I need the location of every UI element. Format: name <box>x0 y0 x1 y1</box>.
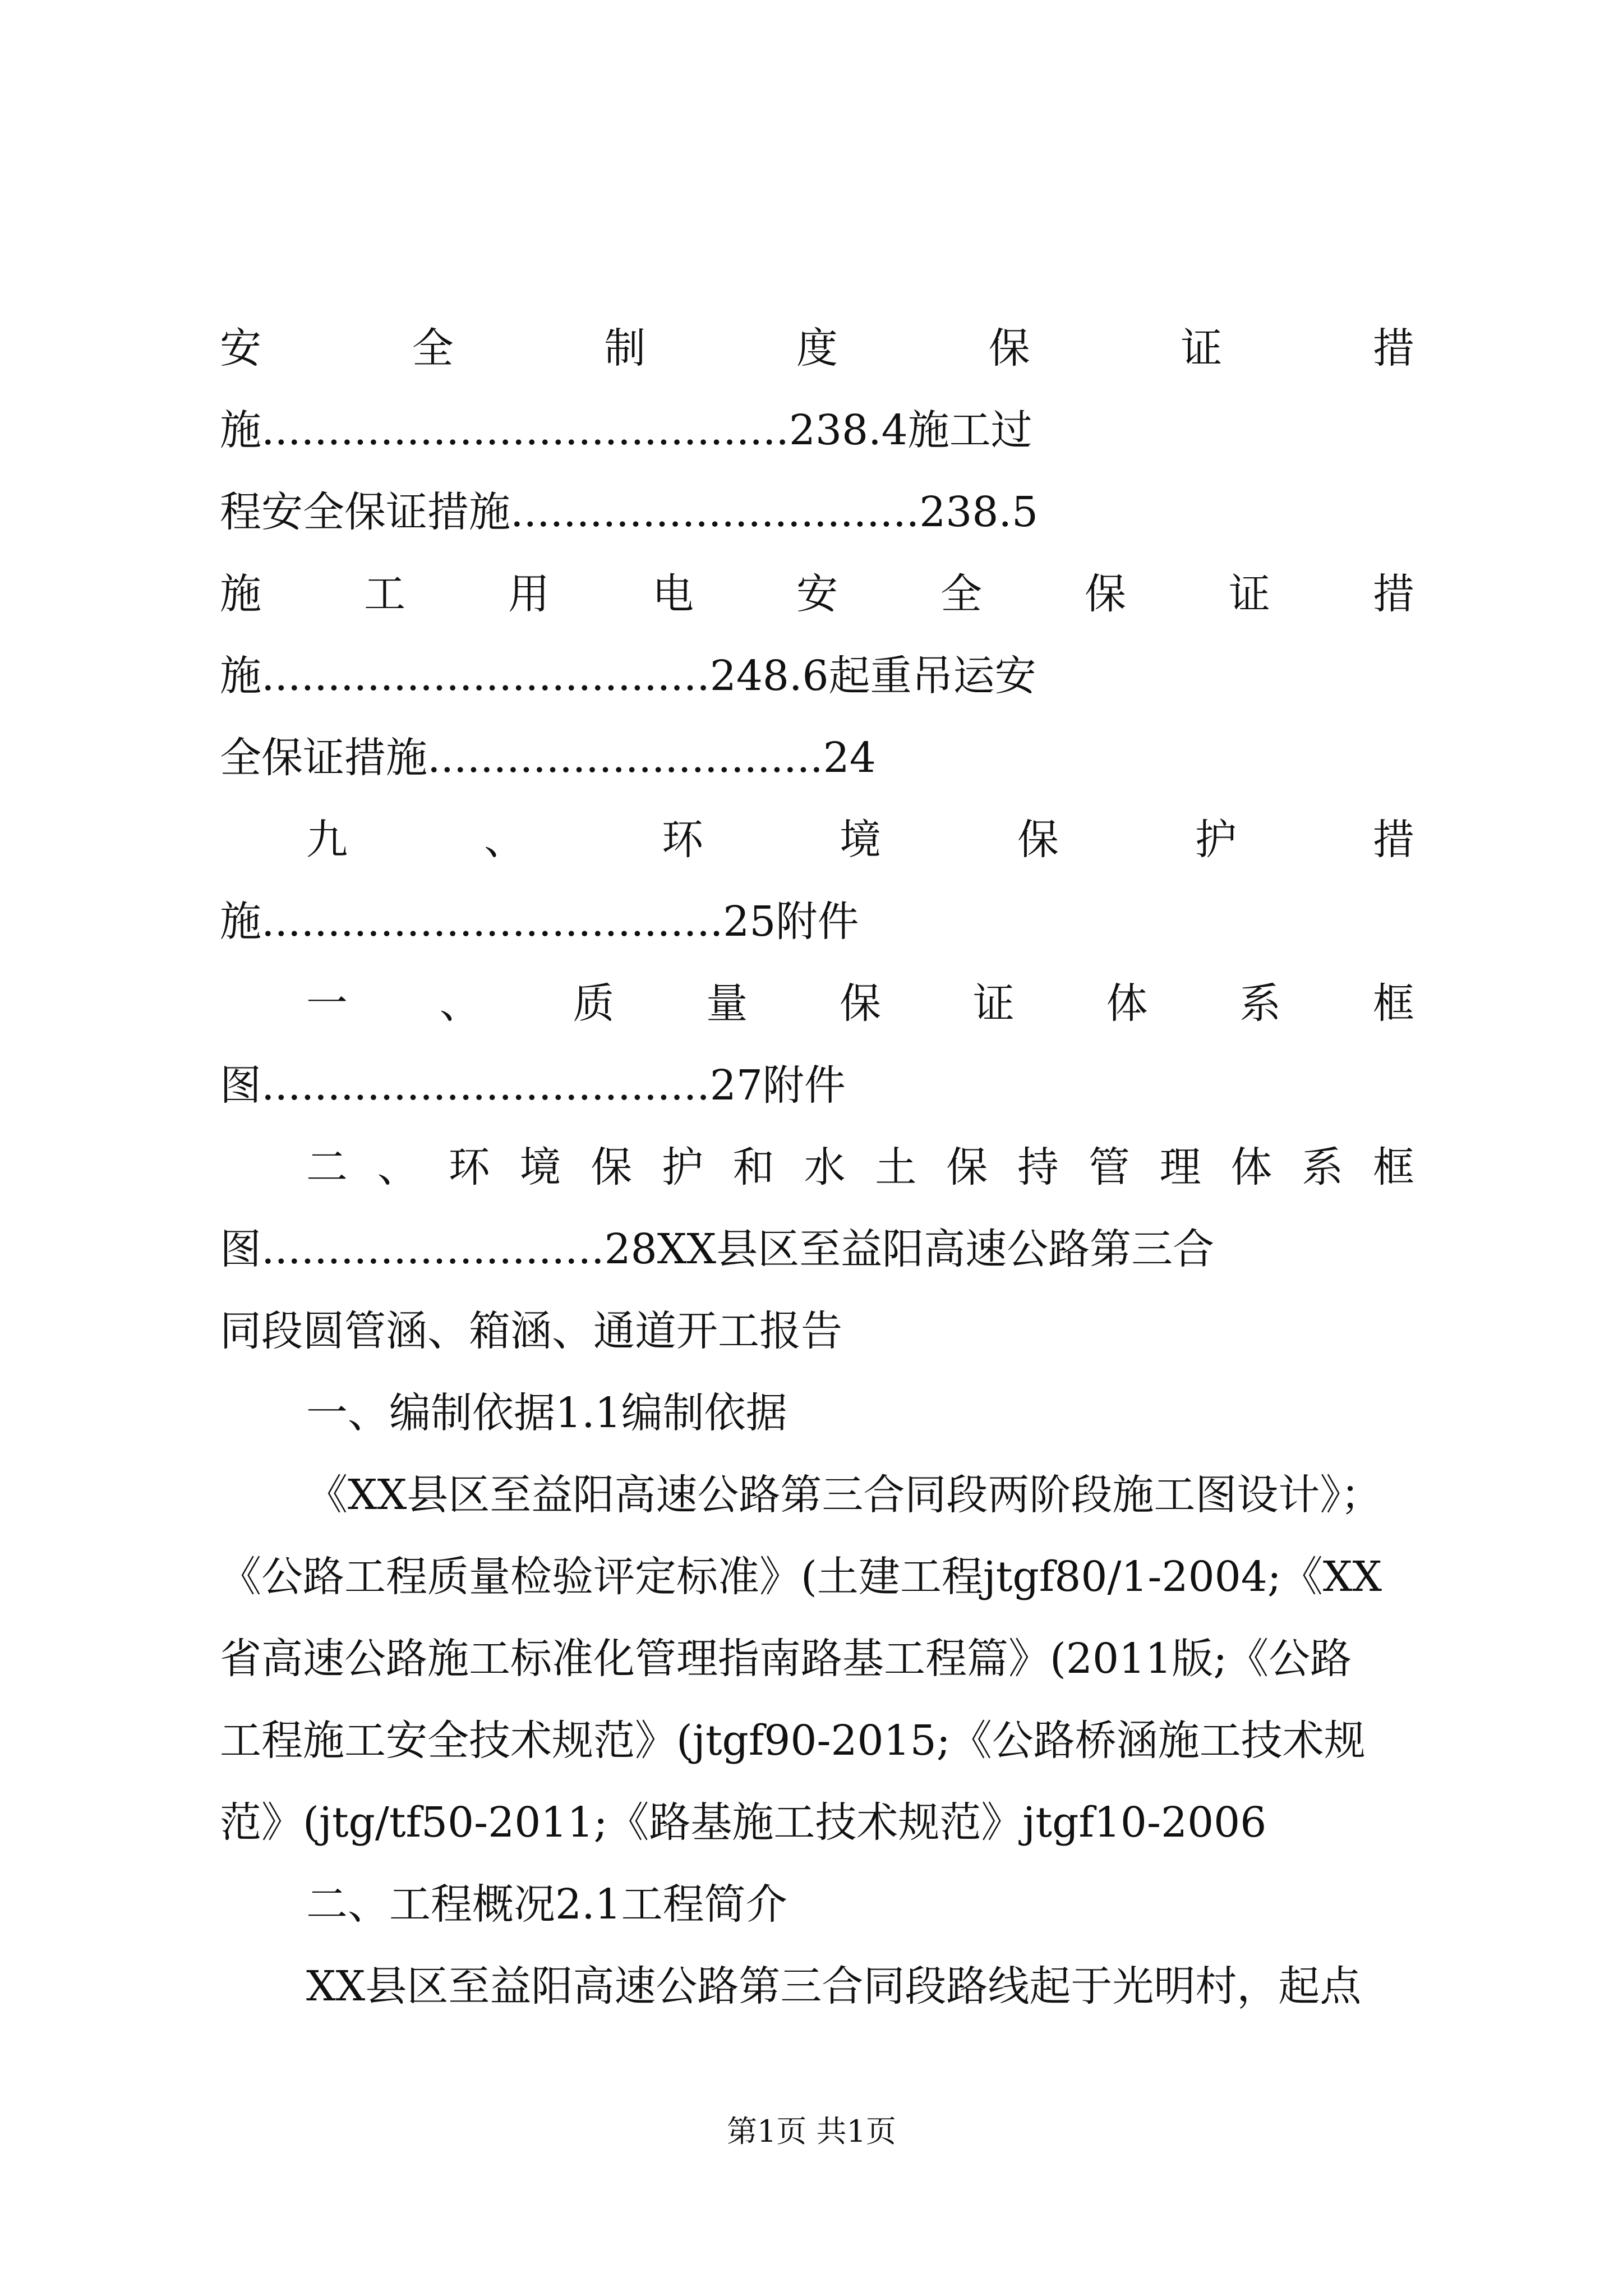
text-line: 同段圆管涵、箱涵、通道开工报告 <box>220 1307 842 1355</box>
text-line: 施..................................248.6起重吊运安 <box>220 652 1036 700</box>
text-line: 图..................................27附件 <box>220 1061 846 1110</box>
text-line: 九 、 环 境 保 护 措 <box>306 816 1414 864</box>
text-line: XX县区至益阳高速公路第三合同段路线起于光明村，起点 <box>306 1962 1362 2010</box>
text-line: 《公路工程质量检验评定标准》(土建工程jtgf80/1-2004;《XX <box>220 1553 1382 1601</box>
document-body <box>220 307 1414 2027</box>
text-line: 安 全 制 度 保 证 措 <box>220 324 1414 372</box>
text-line: 施 工 用 电 安 全 保 证 措 <box>220 570 1414 618</box>
text-line: 范》(jtg/tf50-2011;《路基施工技术规范》jtgf10-2006 <box>220 1798 1267 1847</box>
text-line: 二 、 环 境 保 护 和 水 土 保 持 管 理 体 系 框 <box>306 1143 1414 1191</box>
text-line: 图..........................28XX县区至益阳高速公路第三合 <box>220 1225 1215 1273</box>
text-line: 《XX县区至益阳高速公路第三合同段两阶段施工图设计》； <box>306 1471 1382 1519</box>
text-line: 程安全保证措施...............................238.5 <box>220 488 1039 536</box>
page-footer: 第1页 共1页 <box>727 2114 896 2149</box>
text-line: 工程施工安全技术规范》(jtgf90-2015;《公路桥涵施工技术规 <box>220 1717 1366 1765</box>
text-line: 全保证措施..............................24 <box>220 734 876 782</box>
text-line: 二、工程概况2.1工程简介 <box>306 1880 787 1929</box>
text-line: 一、编制依据1.1编制依据 <box>306 1389 787 1437</box>
text-line: 一 、 质 量 保 证 体 系 框 <box>306 979 1414 1028</box>
text-line: 施...................................25附件 <box>220 898 859 946</box>
text-line: 施........................................238.4施工过 <box>220 406 1032 454</box>
text-line: 省高速公路施工标准化管理指南路基工程篇》(2011版;《公路 <box>220 1635 1352 1683</box>
